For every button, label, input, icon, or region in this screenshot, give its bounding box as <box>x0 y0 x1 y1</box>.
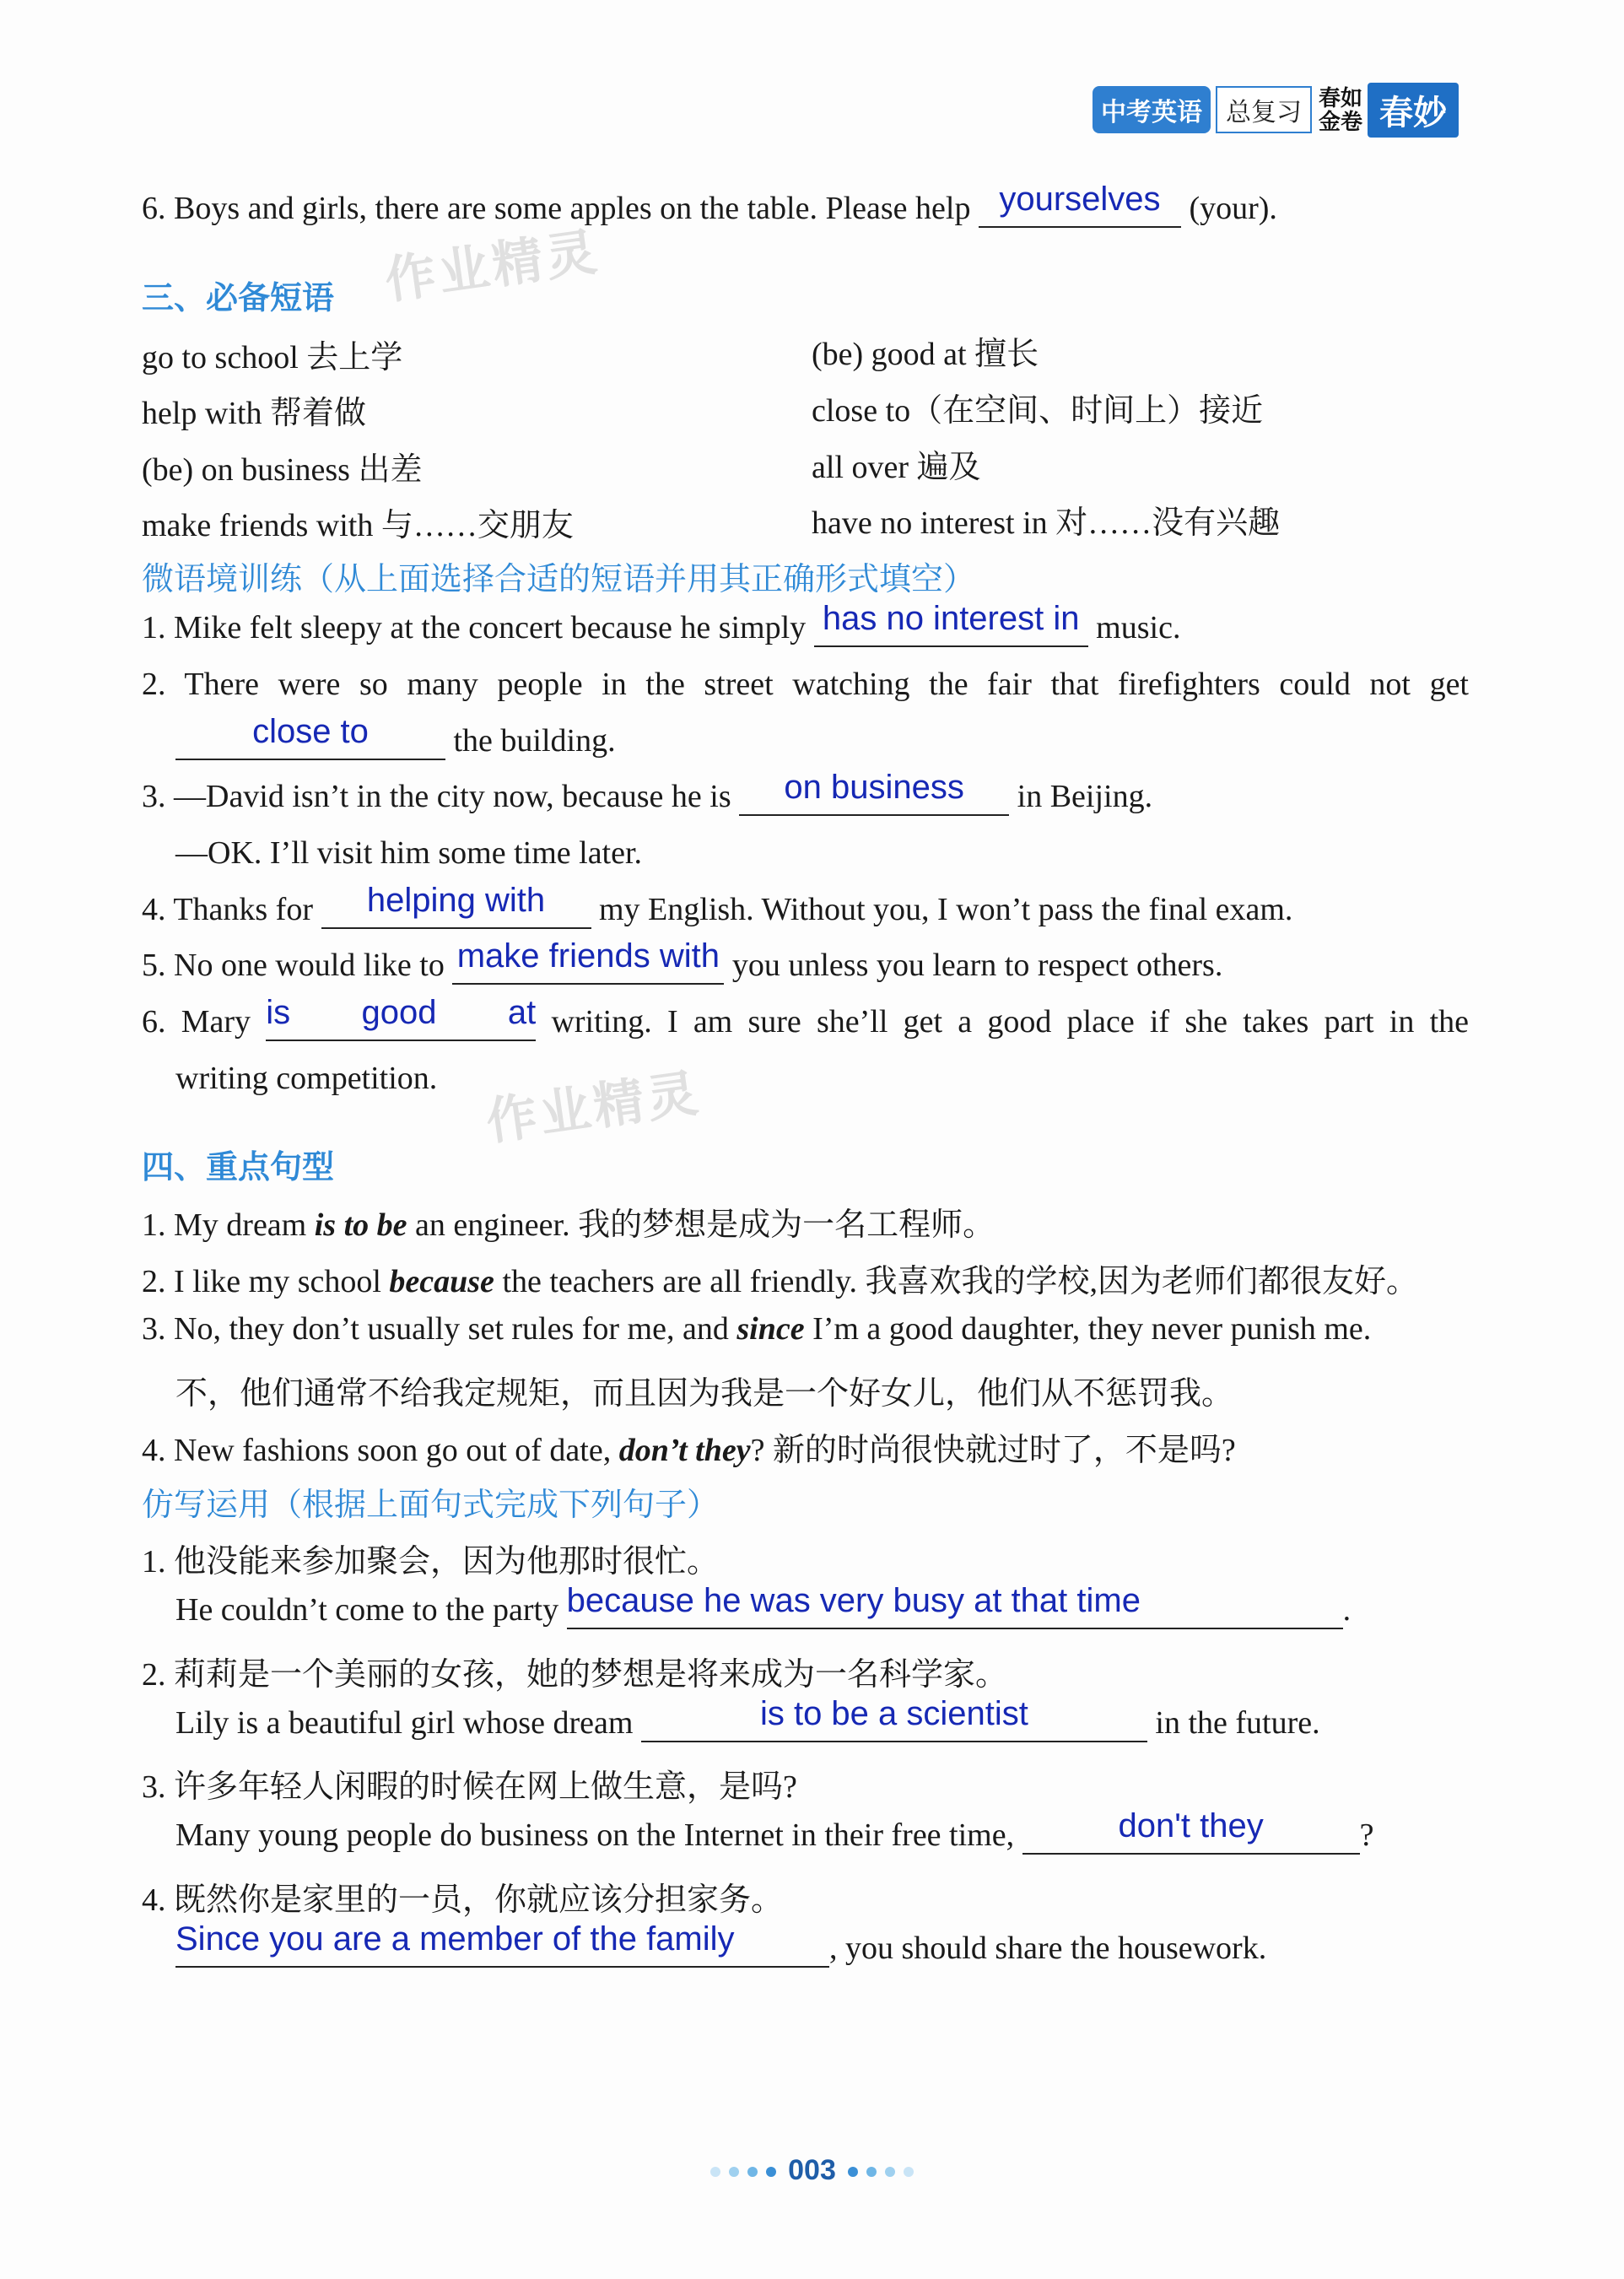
dot-icon <box>904 2167 914 2177</box>
exercise-item: 6. Mary is good at writing. I am sure she’ll get a good place if she takes part in the <box>142 994 1470 1040</box>
dot-icon <box>729 2167 739 2177</box>
answer-blank <box>814 600 1088 647</box>
handwritten-answer: is good at <box>266 994 537 1031</box>
handwritten-answer: yourselves <box>999 181 1161 218</box>
exercise-item-continued: writing competition. <box>175 1061 438 1096</box>
handwritten-answer: helping with <box>366 882 546 919</box>
exercise-item-continued: close to the building. <box>175 722 616 760</box>
header-tag-exam: 中考英语 <box>1093 86 1211 133</box>
watermark: 作业精灵 <box>381 223 604 310</box>
phrase-item: close to（在空间、时间上）接近 <box>812 393 1264 429</box>
keyword: because <box>389 1264 494 1299</box>
answer-blank <box>1022 1807 1360 1855</box>
phrase-item: go to school 去上学 <box>142 340 403 375</box>
handwritten-answer: is to be a scientist <box>759 1695 1028 1732</box>
phrase-item: help with 帮着做 <box>142 396 366 431</box>
answer-blank <box>566 1582 1343 1629</box>
dot-icon <box>885 2167 895 2177</box>
answer-blank <box>641 1695 1147 1742</box>
exercise-item: 4. Thanks for helping with my English. Without you, I won’t pass the final exam. <box>142 882 1293 927</box>
phrase-item: all over 遍及 <box>812 450 981 485</box>
section-title-sentences: 四、重点句型 <box>142 1150 335 1185</box>
translation-item: Lily is a beautiful girl whose dream is to be a scientist in the future. <box>175 1695 1320 1741</box>
answer-blank <box>739 769 1009 816</box>
handwritten-answer: because he was very busy at that time <box>566 1582 1141 1619</box>
dot-icon <box>710 2167 720 2177</box>
practice-title-sentences: 仿写运用（根据上面句式完成下列句子） <box>142 1488 720 1523</box>
sentence-pattern: 2. I like my school because the teachers are all friendly. 我喜欢我的学校,因为老师们都很友好。 <box>142 1264 1419 1299</box>
handwritten-answer: close to <box>252 713 369 750</box>
phrase-item: have no interest in 对……没有兴趣 <box>812 505 1281 541</box>
translation-prompt: 1. 他没能来参加聚会，因为他那时很忙。 <box>142 1544 720 1580</box>
exercise-item: 5. No one would like to make friends with you unless you learn to respect others. <box>142 937 1223 983</box>
exercise-item: 2. There were so many people in the street watching the fair that firefighters could not get <box>142 667 1469 702</box>
answer-blank <box>266 994 537 1041</box>
header-logo: 春妙 <box>1368 83 1459 138</box>
page-number-text: 003 <box>788 2154 836 2186</box>
dot-icon <box>766 2167 776 2177</box>
header-brand <box>1319 86 1362 133</box>
keyword: is to be <box>314 1207 407 1243</box>
dot-icon <box>866 2167 877 2177</box>
watermark: 作业精灵 <box>483 1064 705 1151</box>
handwritten-answer: don't they <box>1118 1807 1264 1844</box>
phrase-item: (be) on business 出差 <box>142 452 423 488</box>
page-header <box>1093 83 1459 137</box>
translation-item: Many young people do business on the Internet in their free time, don't they ? <box>175 1807 1374 1853</box>
keyword: since <box>736 1311 805 1347</box>
practice-title-phrases: 微语境训练（从上面选择合适的短语并用其正确形式填空） <box>142 562 976 597</box>
header-tag-review: 总复习 <box>1216 86 1312 133</box>
handwritten-answer: Since you are a member of the family <box>175 1920 735 1958</box>
sentence-pattern: 3. No, they don’t usually set rules for me, and since I’m a good daughter, they never punish me. <box>142 1311 1372 1347</box>
page-number <box>0 2154 1624 2187</box>
exercise-item-continued: —OK. I’ll visit him some time later. <box>175 835 643 871</box>
sentence-pattern: 1. My dream is to be an engineer. 我的梦想是成为一名工程师。 <box>142 1207 995 1243</box>
translation-item: He couldn’t come to the party because he was very busy at that time . <box>175 1582 1352 1628</box>
translation-prompt: 4. 既然你是家里的一员，你就应该分担家务。 <box>142 1882 784 1918</box>
header-brand-top: 春如 <box>1319 85 1363 111</box>
handwritten-answer: on business <box>784 769 964 806</box>
handwritten-answer: make friends with <box>456 937 720 975</box>
keyword: don’t they <box>618 1433 751 1468</box>
exercise-item: 3. —David isn’t in the city now, because he is on business in Beijing. <box>142 769 1153 814</box>
answer-blank <box>321 882 591 929</box>
exercise-item: 1. Mike felt sleepy at the concert because he simply has no interest in music. <box>142 600 1181 645</box>
phrase-item: (be) good at 擅长 <box>812 337 1039 372</box>
section-title-phrases: 三、必备短语 <box>142 281 335 316</box>
dot-icon <box>747 2167 758 2177</box>
sentence-pattern-translation: 不，他们通常不给我定规矩，而且因为我是一个好女儿，他们从不惩罚我。 <box>175 1376 1234 1412</box>
handwritten-answer: has no interest in <box>822 600 1080 637</box>
translation-item: Since you are a member of the family , you should share the housework. <box>175 1920 1267 1966</box>
translation-prompt: 3. 许多年轻人闲暇的时候在网上做生意，是吗? <box>142 1769 797 1805</box>
header-brand-bottom: 金卷 <box>1319 109 1363 134</box>
translation-prompt: 2. 莉莉是一个美丽的女孩，她的梦想是将来成为一名科学家。 <box>142 1657 1008 1693</box>
answer-blank <box>979 181 1181 228</box>
dot-icon <box>848 2167 858 2177</box>
answer-blank <box>452 937 724 985</box>
top-question-6: 6. Boys and girls, there are some apples on the table. Please help yourselves (your). <box>142 181 1277 226</box>
phrase-item: make friends with 与……交朋友 <box>142 508 574 543</box>
sentence-pattern: 4. New fashions soon go out of date, don’t they? 新的时尚很快就过时了，不是吗? <box>142 1433 1236 1468</box>
